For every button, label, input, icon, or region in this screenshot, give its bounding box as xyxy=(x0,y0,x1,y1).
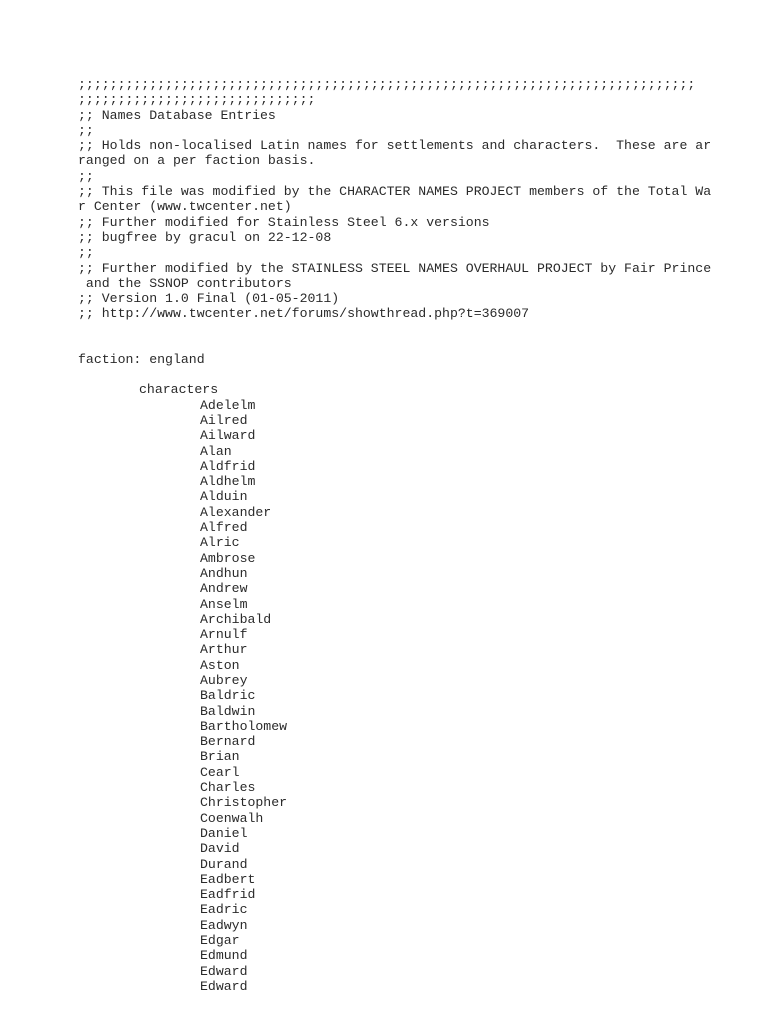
character-names-list xyxy=(78,398,768,995)
character-name-item: Alan xyxy=(200,443,232,459)
header-comment-line: ;; Version 1.0 Final (01-05-2011) xyxy=(78,291,340,307)
character-name-item: Alduin xyxy=(200,489,248,505)
character-name-item: Christopher xyxy=(200,795,288,811)
character-name-item: Edgar xyxy=(200,933,240,949)
character-name-item: Edward xyxy=(200,963,248,979)
header-comment-line: ;; This file was modified by the CHARACTER NAMES PROJECT members of the Total Wa xyxy=(78,184,712,200)
character-name-item: Cearl xyxy=(200,764,240,780)
spacer xyxy=(78,322,768,352)
header-comment-block xyxy=(78,77,768,322)
character-name-item: Ambrose xyxy=(200,550,256,566)
character-name-item: Bernard xyxy=(200,734,256,750)
document-page xyxy=(78,77,768,994)
character-name-item: Aldfrid xyxy=(200,458,256,474)
character-name-item: Edmund xyxy=(200,948,248,964)
header-comment-line: ;; Holds non-localised Latin names for settlements and characters. These are ar xyxy=(78,138,712,154)
character-name-item: Eadric xyxy=(200,902,248,918)
header-comment-line: ;; http://www.twcenter.net/forums/showthread.php?t=369007 xyxy=(78,306,530,322)
header-comment-line: ;; xyxy=(78,122,94,138)
section-label-characters: characters xyxy=(139,382,219,398)
faction-declaration: faction: england xyxy=(78,351,205,367)
character-name-item: Archibald xyxy=(200,611,272,627)
character-name-item: Baldric xyxy=(200,688,256,704)
header-comment-line: ;;;;;;;;;;;;;;;;;;;;;;;;;;;;;; xyxy=(78,92,316,108)
character-name-item: Durand xyxy=(200,856,248,872)
header-comment-line: ;;;;;;;;;;;;;;;;;;;;;;;;;;;;;;;;;;;;;;;;;;;;;;;;;;;;;;;;;;;;;;;;;;;;;;;;;;;;;; xyxy=(78,77,696,92)
character-name-item: Ailred xyxy=(200,412,248,428)
character-name-item: Coenwalh xyxy=(200,810,264,826)
character-name-item: Andhun xyxy=(200,565,248,581)
character-name-item: Aubrey xyxy=(200,672,248,688)
header-comment-line: ;; Further modified by the STAINLESS STEEL NAMES OVERHAUL PROJECT by Fair Prince xyxy=(78,260,712,276)
character-name-item: Baldwin xyxy=(200,703,256,719)
character-name-item: Alexander xyxy=(200,504,272,520)
header-comment-line: and the SSNOP contributors xyxy=(78,275,292,291)
character-name-item: Arthur xyxy=(200,642,248,658)
header-comment-line: r Center (www.twcenter.net) xyxy=(78,199,292,215)
spacer xyxy=(78,367,768,382)
header-comment-line: ;; xyxy=(78,168,94,184)
character-name-item: Brian xyxy=(200,749,240,765)
header-comment-line: ;; bugfree by gracul on 22-12-08 xyxy=(78,229,332,245)
character-name-item: Eadwyn xyxy=(200,917,248,933)
header-comment-line: ;; Names Database Entries xyxy=(78,107,276,123)
character-name-item: Adelelm xyxy=(200,397,256,413)
header-comment-line: ;; Further modified for Stainless Steel 6.x versions xyxy=(78,214,490,230)
character-name-item: Edward xyxy=(200,978,248,994)
character-name-item: Andrew xyxy=(200,581,248,597)
character-name-item: Aldhelm xyxy=(200,474,256,490)
character-name-item: Alric xyxy=(200,535,240,551)
character-name-item: Aston xyxy=(200,657,240,673)
character-name-item: Ailward xyxy=(200,428,256,444)
character-name-item: Eadfrid xyxy=(200,887,256,903)
header-comment-line: ranged on a per faction basis. xyxy=(78,153,316,169)
header-comment-line: ;; xyxy=(78,245,94,261)
character-name-item: Eadbert xyxy=(200,871,256,887)
character-name-item: Arnulf xyxy=(200,627,248,643)
character-name-item: Anselm xyxy=(200,596,248,612)
character-name-item: Bartholomew xyxy=(200,718,288,734)
character-name-item: Charles xyxy=(200,780,256,796)
character-name-item: David xyxy=(200,841,240,857)
character-name-item: Alfred xyxy=(200,520,248,536)
character-name-item: Daniel xyxy=(200,825,248,841)
